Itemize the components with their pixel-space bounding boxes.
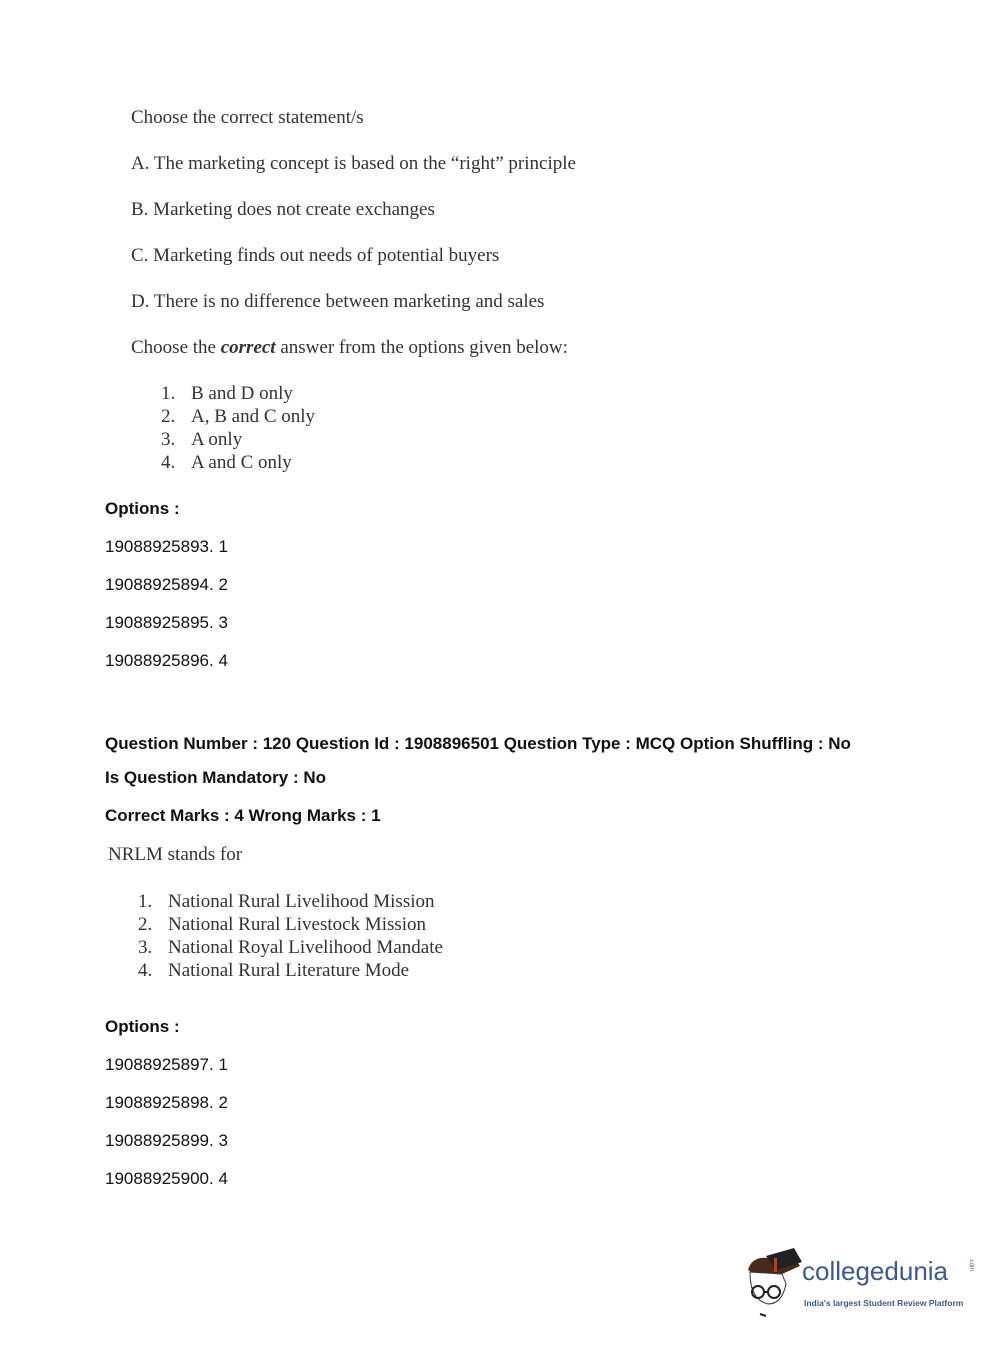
choice-number: 4. xyxy=(161,452,176,473)
choice xyxy=(138,937,443,959)
option: 19088925895. 3 xyxy=(105,613,228,632)
choice-number: 2. xyxy=(138,914,153,935)
choice-text: A and C only xyxy=(191,452,292,473)
option: 19088925900. 4 xyxy=(105,1169,228,1188)
statement: C. Marketing finds out needs of potential buyers xyxy=(131,245,500,266)
logo-wordmark: collegedunia xyxy=(802,1256,949,1286)
q119-instruction xyxy=(131,337,568,359)
choice-number: 3. xyxy=(138,937,153,958)
instr-text: Choose the xyxy=(131,337,221,358)
question-text: NRLM stands for xyxy=(108,844,243,865)
choice xyxy=(161,429,242,451)
instr-emphasis: correct xyxy=(220,337,276,358)
choice-text: B and D only xyxy=(191,383,293,404)
statement: A. The marketing concept is based on the “right” principle xyxy=(131,153,576,174)
options-label: Options : xyxy=(105,1017,180,1036)
choice-text: National Royal Livelihood Mandate xyxy=(168,937,443,958)
choice-text: A only xyxy=(191,429,243,450)
option: 19088925899. 3 xyxy=(105,1131,228,1150)
option: 19088925893. 1 xyxy=(105,537,228,556)
statement: D. There is no difference between marketing and sales xyxy=(131,291,545,312)
choice-number: 4. xyxy=(138,960,153,981)
option: 19088925898. 2 xyxy=(105,1093,228,1112)
choice-text: National Rural Livestock Mission xyxy=(168,914,427,935)
option: 19088925897. 1 xyxy=(105,1055,228,1074)
choice-number: 1. xyxy=(161,383,176,404)
choice-number: 3. xyxy=(161,429,176,450)
instr-text: answer from the options given below: xyxy=(275,337,568,358)
mascot-icon xyxy=(742,1248,802,1318)
choice-text: National Rural Literature Mode xyxy=(168,960,410,981)
q119-intro: Choose the correct statement/s xyxy=(131,107,364,128)
option: 19088925894. 2 xyxy=(105,575,228,594)
option: 19088925896. 4 xyxy=(105,651,228,670)
options-label: Options : xyxy=(105,499,180,518)
question-header: Question Number : 120 Question Id : 1908896501 Question Type : MCQ Option Shuffling : No xyxy=(105,734,851,753)
choice-text: A, B and C only xyxy=(191,406,316,427)
choice-text: National Rural Livelihood Mission xyxy=(168,891,435,912)
choice-number: 1. xyxy=(138,891,153,912)
logo-suffix: .com xyxy=(968,1258,974,1272)
statement: B. Marketing does not create exchanges xyxy=(131,199,435,220)
choice-number: 2. xyxy=(161,406,176,427)
question-marks: Correct Marks : 4 Wrong Marks : 1 xyxy=(105,806,381,825)
choice xyxy=(138,891,435,913)
logo-tagline: India's largest Student Review Platform xyxy=(804,1298,964,1308)
choice xyxy=(161,383,293,405)
choice xyxy=(138,914,426,936)
choice xyxy=(161,452,292,474)
collegedunia-logo xyxy=(742,1248,982,1318)
choice xyxy=(161,406,315,428)
question-mandatory: Is Question Mandatory : No xyxy=(105,768,327,787)
choice xyxy=(138,960,409,982)
